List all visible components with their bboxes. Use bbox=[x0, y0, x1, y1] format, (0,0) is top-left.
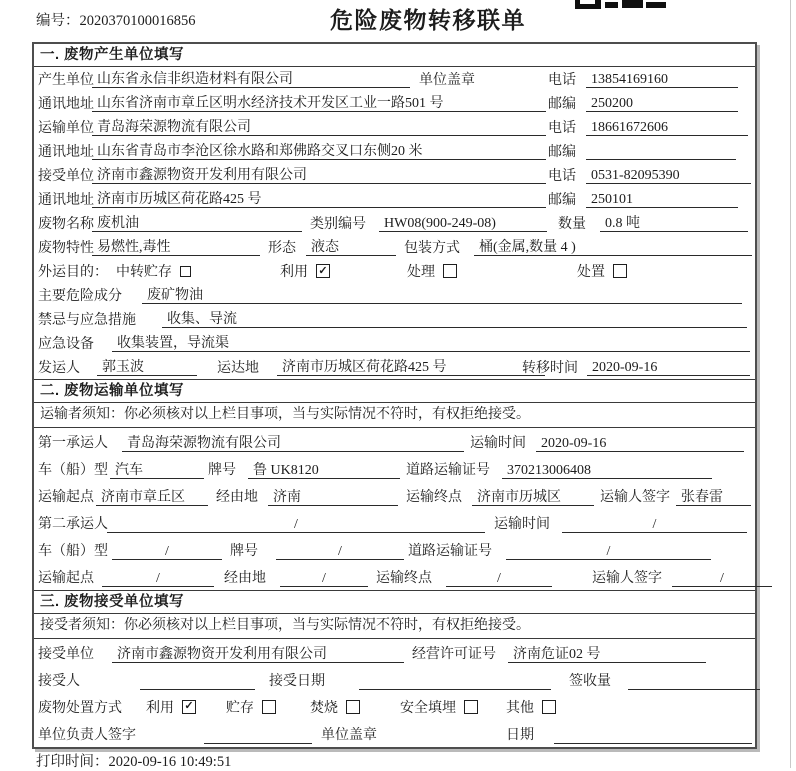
field-value: / bbox=[107, 516, 485, 533]
field-label: 电话 bbox=[548, 121, 576, 136]
checkbox-unchecked-icon bbox=[346, 700, 360, 714]
field-label: 经营许可证号 bbox=[412, 646, 496, 662]
page-edge-line bbox=[790, 0, 791, 768]
checkbox-unchecked-icon bbox=[262, 700, 276, 714]
field-label: 运输起点 bbox=[38, 570, 94, 586]
field-label: 形态 bbox=[268, 241, 296, 256]
field-value: 济南市鑫源物资开发利用有限公司 bbox=[92, 167, 546, 184]
form-row bbox=[34, 693, 755, 720]
field-value: 济南市历城区荷花路425 号 bbox=[277, 359, 545, 376]
field-value: 张春雷 bbox=[676, 489, 751, 506]
form-row bbox=[34, 639, 755, 666]
field-label: 单位负责人签字 bbox=[38, 727, 136, 743]
field-value: 济南 bbox=[268, 489, 398, 506]
field-label: 牌号 bbox=[230, 543, 258, 559]
field-value: / bbox=[506, 543, 711, 560]
field-value: / bbox=[562, 516, 747, 533]
field-value: 济南危证02 号 bbox=[508, 646, 706, 663]
field-label: 运输时间 bbox=[494, 516, 550, 532]
checkbox-label: 处置 bbox=[577, 265, 605, 280]
field-label: 单位盖章 bbox=[419, 73, 475, 88]
field-label: 通讯地址 bbox=[38, 97, 94, 112]
field-value: 山东省济南市章丘区明水经济技术开发区工业一路501 号 bbox=[92, 95, 546, 112]
field-value: 0.8 吨 bbox=[600, 215, 748, 232]
field-label: 运达地 bbox=[217, 361, 259, 376]
field-value: / bbox=[446, 570, 552, 587]
form-row bbox=[34, 509, 755, 536]
field-label: 道路运输证号 bbox=[406, 462, 490, 478]
field-value: / bbox=[280, 570, 368, 587]
field-label: 运输人签字 bbox=[592, 570, 662, 586]
field-label: 运输人签字 bbox=[600, 489, 670, 505]
checkbox-checked-icon: ✓ bbox=[182, 700, 196, 714]
field-value: 废机油 bbox=[92, 215, 302, 232]
field-value-blank bbox=[140, 673, 255, 690]
field-value: 废矿物油 bbox=[142, 287, 742, 304]
checkbox-option bbox=[400, 693, 478, 720]
field-label: 车（船）型 bbox=[38, 543, 108, 559]
form-row bbox=[34, 211, 755, 235]
field-label: 运输起点 bbox=[38, 489, 94, 505]
checkbox-option bbox=[407, 259, 457, 283]
field-value: 山东省青岛市李沧区徐水路和郑佛路交叉口东侧20 米 bbox=[92, 143, 546, 160]
page-title: 危险废物转移联单 bbox=[330, 7, 526, 33]
field-label: 日期 bbox=[506, 727, 534, 743]
checkbox-unchecked-icon bbox=[613, 264, 627, 278]
field-label: 运输终点 bbox=[376, 570, 432, 586]
field-value: / bbox=[102, 570, 214, 587]
section-note: 运输者须知：你必须核对以上栏目事项，当与实际情况不符时，有权拒绝接受。 bbox=[34, 403, 755, 428]
field-label: 外运目的： bbox=[38, 265, 108, 280]
form-row bbox=[34, 139, 755, 163]
field-value: 0531-82095390 bbox=[586, 167, 751, 184]
field-label: 道路运输证号 bbox=[408, 543, 492, 559]
field-label: 经由地 bbox=[216, 489, 258, 505]
field-label: 废物名称 bbox=[38, 217, 94, 232]
field-label: 接受单位 bbox=[38, 169, 94, 184]
field-value: 2020-09-16 bbox=[536, 435, 744, 452]
field-label: 主要危险成分 bbox=[38, 289, 122, 304]
field-value: 鲁 UK8120 bbox=[248, 462, 400, 479]
field-label: 废物特性 bbox=[38, 241, 94, 256]
field-label: 转移时间 bbox=[522, 361, 578, 376]
qr-code-icon bbox=[575, 0, 667, 10]
field-value-blank bbox=[204, 727, 312, 744]
field-value: 青岛海荣源物流有限公司 bbox=[122, 435, 464, 452]
field-label: 包装方式 bbox=[404, 241, 460, 256]
form-row bbox=[34, 536, 755, 563]
print-value: 2020-09-16 10:49:51 bbox=[108, 754, 232, 770]
section-heading: 三. 废物接受单位填写 bbox=[34, 590, 755, 614]
field-value: / bbox=[276, 543, 404, 560]
field-label: 运输终点 bbox=[406, 489, 462, 505]
field-value: 山东省永信非织造材料有限公司 bbox=[92, 71, 410, 88]
checkbox-label: 处理 bbox=[407, 265, 435, 280]
checkbox-option bbox=[577, 259, 627, 283]
field-value: 郭玉波 bbox=[97, 359, 197, 376]
field-value: 济南市历城区 bbox=[472, 489, 594, 506]
field-value: 桶(金属,数量 4 ) bbox=[474, 239, 752, 256]
form-row bbox=[34, 563, 755, 590]
field-label: 邮编 bbox=[548, 97, 576, 112]
field-label: 废物处置方式 bbox=[38, 700, 122, 716]
checkbox-option bbox=[116, 259, 191, 283]
checkbox-unchecked-icon bbox=[542, 700, 556, 714]
section-heading: 二. 废物运输单位填写 bbox=[34, 379, 755, 403]
field-value-blank bbox=[359, 673, 551, 690]
field-value-blank bbox=[554, 727, 752, 744]
form-row bbox=[34, 115, 755, 139]
checkbox-label: 其他 bbox=[506, 700, 534, 716]
section-heading: 一. 废物产生单位填写 bbox=[34, 44, 755, 67]
checkbox-option bbox=[310, 693, 360, 720]
field-value: 汽车 bbox=[110, 462, 204, 479]
field-label: 单位盖章 bbox=[321, 727, 377, 743]
form-row bbox=[34, 720, 755, 747]
field-value: / bbox=[112, 543, 222, 560]
form-table bbox=[32, 42, 757, 749]
field-label: 邮编 bbox=[548, 145, 576, 160]
serial-label: 编号： bbox=[36, 13, 80, 29]
field-label: 邮编 bbox=[548, 193, 576, 208]
form-row bbox=[34, 355, 755, 379]
field-label: 通讯地址 bbox=[38, 193, 94, 208]
field-value: 13854169160 bbox=[586, 71, 738, 88]
field-value: 易燃性,毒性 bbox=[92, 239, 260, 256]
form-row bbox=[34, 235, 755, 259]
form-row bbox=[34, 283, 755, 307]
checkbox-option bbox=[280, 259, 330, 283]
field-label: 牌号 bbox=[208, 462, 236, 478]
checkbox-label: 安全填埋 bbox=[400, 700, 456, 716]
checkbox-option bbox=[226, 693, 276, 720]
form-row bbox=[34, 482, 755, 509]
field-label: 通讯地址 bbox=[38, 145, 94, 160]
field-value: 济南市鑫源物资开发利用有限公司 bbox=[112, 646, 404, 663]
field-value: 收集装置，导流渠 bbox=[112, 335, 750, 352]
checkbox-label: 焚烧 bbox=[310, 700, 338, 716]
field-label: 产生单位 bbox=[38, 73, 94, 88]
field-label: 经由地 bbox=[224, 570, 266, 586]
field-value-blank bbox=[586, 143, 736, 160]
form-row bbox=[34, 666, 755, 693]
field-value: 收集、导流 bbox=[162, 311, 747, 328]
checkbox-unchecked-icon bbox=[443, 264, 457, 278]
checkbox-unchecked-icon bbox=[180, 266, 191, 277]
form-row bbox=[34, 307, 755, 331]
form-row bbox=[34, 67, 755, 91]
field-label: 签收量 bbox=[569, 673, 611, 689]
field-value: 济南市历城区荷花路425 号 bbox=[92, 191, 546, 208]
field-label: 电话 bbox=[548, 73, 576, 88]
field-label: 第二承运人 bbox=[38, 516, 108, 532]
field-value: HW08(900-249-08) bbox=[379, 215, 547, 232]
field-value-blank bbox=[628, 673, 760, 690]
field-label: 运输单位 bbox=[38, 121, 94, 136]
checkbox-label: 贮存 bbox=[226, 700, 254, 716]
field-value: 青岛海荣源物流有限公司 bbox=[92, 119, 546, 136]
field-label: 车（船）型 bbox=[38, 462, 108, 478]
checkbox-unchecked-icon bbox=[464, 700, 478, 714]
field-label: 电话 bbox=[548, 169, 576, 184]
checkbox-option bbox=[506, 693, 556, 720]
field-label: 第一承运人 bbox=[38, 435, 108, 451]
field-label: 接受人 bbox=[38, 673, 80, 689]
field-label: 应急设备 bbox=[38, 337, 94, 352]
form-row bbox=[34, 428, 755, 455]
field-value: 250200 bbox=[586, 95, 738, 112]
form-row bbox=[34, 91, 755, 115]
field-value: 液态 bbox=[306, 239, 396, 256]
field-label: 接受单位 bbox=[38, 646, 94, 662]
checkbox-label: 利用 bbox=[146, 700, 174, 716]
field-value: 2020-09-16 bbox=[587, 359, 750, 376]
form-row bbox=[34, 163, 755, 187]
form-row bbox=[34, 187, 755, 211]
field-value: 18661672606 bbox=[586, 119, 748, 136]
field-label: 发运人 bbox=[38, 361, 80, 376]
field-label: 接受日期 bbox=[269, 673, 325, 689]
field-value: 370213006408 bbox=[502, 462, 712, 479]
field-label: 类别编号 bbox=[310, 217, 366, 232]
serial-number bbox=[36, 9, 196, 30]
field-value: 250101 bbox=[586, 191, 738, 208]
field-label: 禁忌与应急措施 bbox=[38, 313, 136, 328]
field-value: / bbox=[672, 570, 772, 587]
checkbox-label: 利用 bbox=[280, 265, 308, 280]
field-label: 数量 bbox=[558, 217, 586, 232]
form-row bbox=[34, 331, 755, 355]
checkbox-option bbox=[146, 693, 196, 720]
print-label: 打印时间： bbox=[36, 754, 109, 770]
field-label: 运输时间 bbox=[470, 435, 526, 451]
form-row bbox=[34, 259, 755, 283]
form-row bbox=[34, 455, 755, 482]
checkbox-label: 中转贮存 bbox=[116, 265, 172, 280]
serial-value: 2020370100016856 bbox=[79, 13, 196, 29]
section-note: 接受者须知：你必须核对以上栏目事项，当与实际情况不符时，有权拒绝接受。 bbox=[34, 614, 755, 639]
field-value: 济南市章丘区 bbox=[96, 489, 208, 506]
checkbox-checked-icon: ✓ bbox=[316, 264, 330, 278]
